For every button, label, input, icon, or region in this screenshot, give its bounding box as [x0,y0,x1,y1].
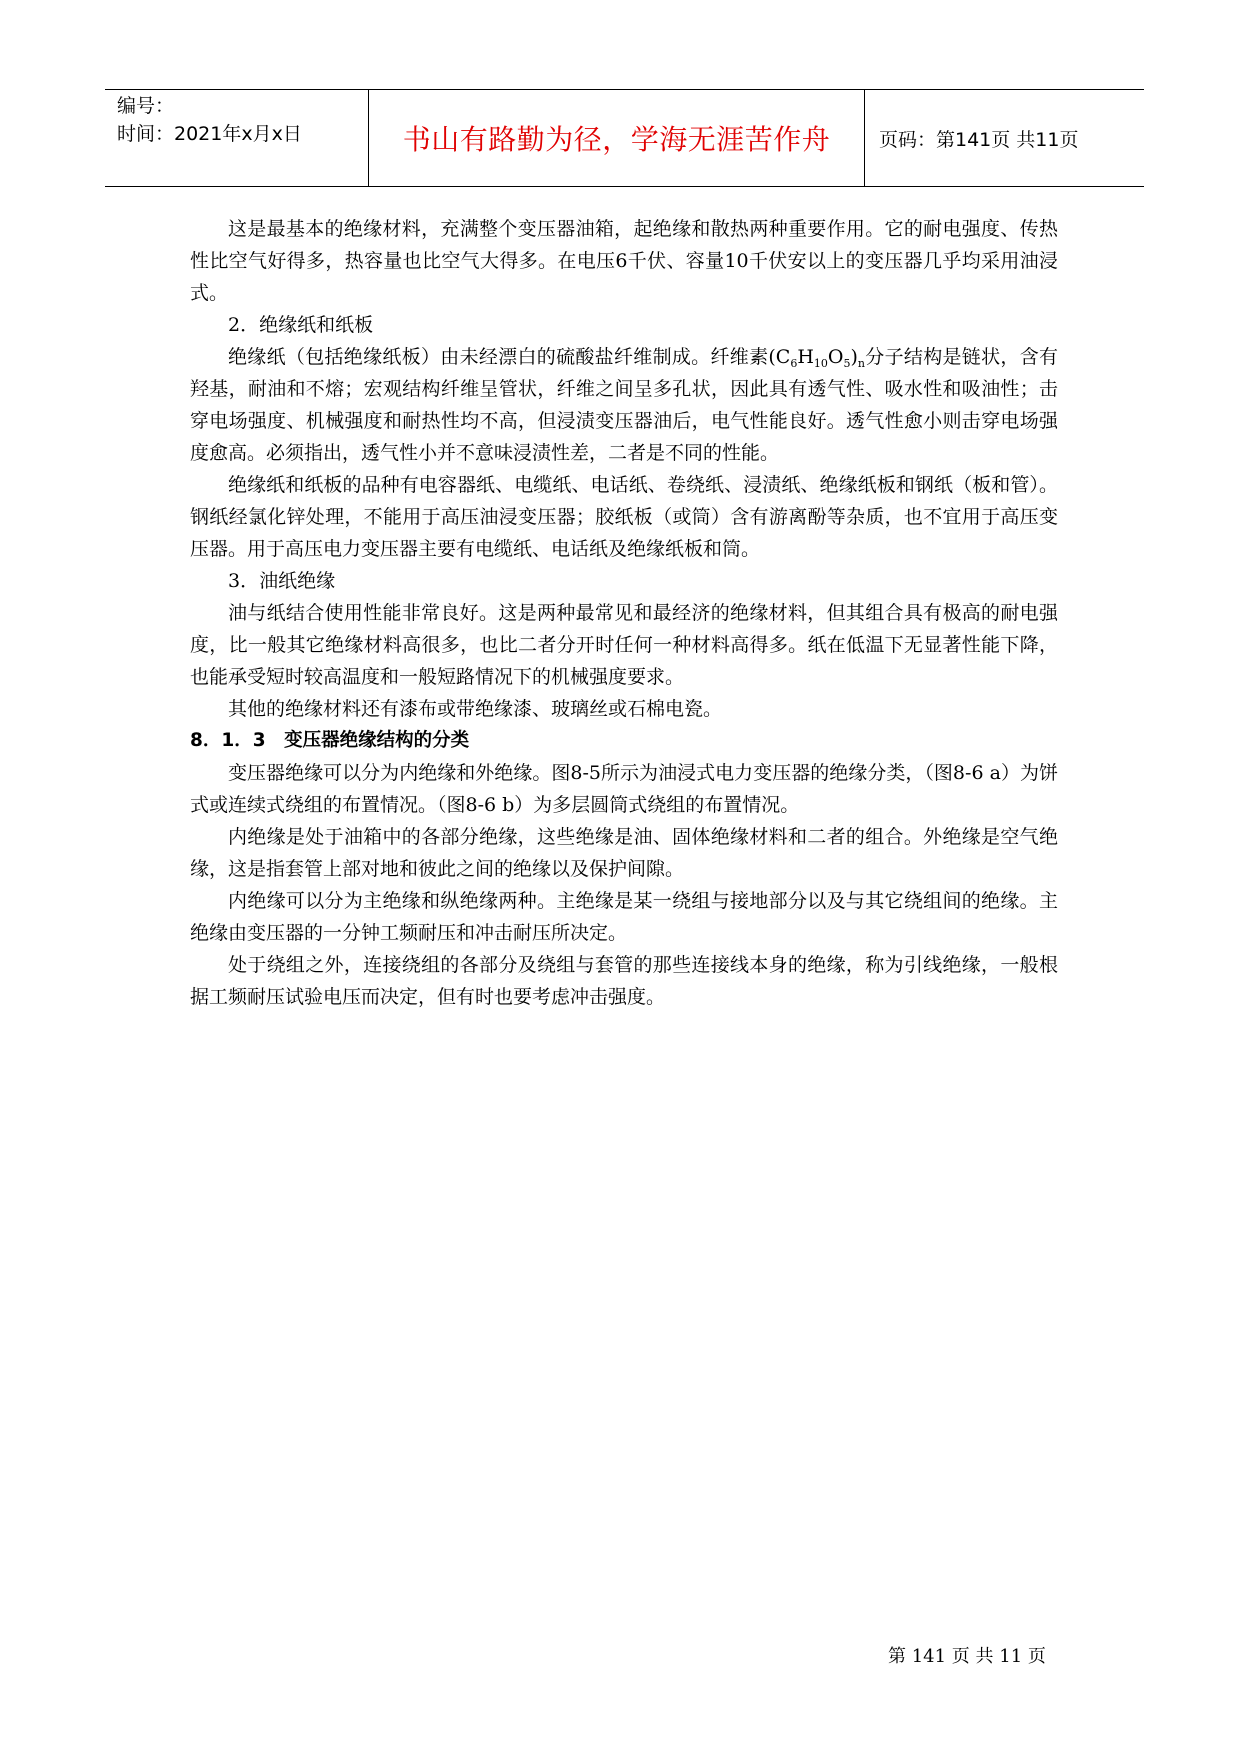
header-motto: 书山有路勤为径，学海无涯苦作舟 [369,90,865,186]
paragraph-internal-insulation: 内绝缘是处于油箱中的各部分绝缘，这些绝缘是油、固体绝缘材料和二者的组合。外绝缘是空气绝缘，这是指套管上部对地和彼此之间的绝缘以及保护间隙。 [190,826,1058,880]
item-heading-paper: 2．绝缘纸和纸板 [228,314,374,336]
page-footer: 第 141 页 共 11 页 [888,1646,1046,1667]
paragraph-oil-paper: 油与纸结合使用性能非常良好。这是两种最常见和最经济的绝缘材料，但其组合具有极高的耐电强度，比一般其它绝缘材料高很多，也比二者分开时任何一种材料高得多。纸在低温下无显著性能下降，也能承受短时较高温度和一般短路情况下的机械强度要求。 [190,602,1058,688]
number-label: 编号： [117,95,175,117]
header-table [105,89,1144,187]
paragraph-insulating-paper: 绝缘纸（包括绝缘纸板）由未经漂白的硫酸盐纤维制成。纤维素$(C_6H_{10}O_5)_n$分子结构是链状，含有羟基，耐油和不熔；宏观结构纤维呈管状，纤维之间呈多孔状，因此具有透气性、吸水性和吸油性；击穿电场强度、机械强度和耐热性均不高，但浸渍变压器油后，电气性能良好。透气性愈小则击穿电场强度愈高。必须指出，透气性小并不意味浸渍性差，二者是不同的性能。 [190,346,1058,464]
header-page-label: 页码：第141页 共11页 [879,128,1079,151]
paragraph-other-materials: 其他的绝缘材料还有漆布或带绝缘漆、玻璃丝或石棉电瓷。 [228,698,723,720]
paragraph-main-insulation: 内绝缘可以分为主绝缘和纵绝缘两种。主绝缘是某一绕组与接地部分以及与其它绕组间的绝缘。主绝缘由变压器的一分钟工频耐压和冲击耐压所决定。 [190,890,1058,944]
section-heading: 8．1．3 变压器绝缘结构的分类 [190,730,470,751]
header-meta [105,90,369,186]
paragraph-paper-types: 绝缘纸和纸板的品种有电容器纸、电缆纸、电话纸、卷绕纸、浸渍纸、绝缘纸板和钢纸（板和管）。钢纸经氯化锌处理，不能用于高压油浸变压器；胶纸板（或筒）含有游离酚等杂质，也不宜用于高压变压器。用于高压电力变压器主要有电缆纸、电话纸及绝缘纸板和筒。 [190,474,1058,560]
paragraph-lead-insulation: 处于绕组之外，连接绕组的各部分及绕组与套管的那些连接线本身的绝缘，称为引线绝缘，一般根据工频耐压试验电压而决定，但有时也要考虑冲击强度。 [190,954,1058,1008]
document-body [190,213,1058,1013]
item-heading-oil-paper: 3．油纸绝缘 [228,570,336,592]
time-label: 时间：2021年x月x日 [117,123,302,145]
paragraph-oil: 这是最基本的绝缘材料，充满整个变压器油箱，起绝缘和散热两种重要作用。它的耐电强度、传热性比空气好得多，热容量也比空气大得多。在电压6千伏、容量10千伏安以上的变压器几乎均采用油浸式。 [190,218,1058,304]
paragraph-classification: 变压器绝缘可以分为内绝缘和外绝缘。图8-5所示为油浸式电力变压器的绝缘分类，（图8-6 a）为饼式或连续式绕组的布置情况。（图8-6 b）为多层圆筒式绕组的布置情况。 [190,762,1058,816]
